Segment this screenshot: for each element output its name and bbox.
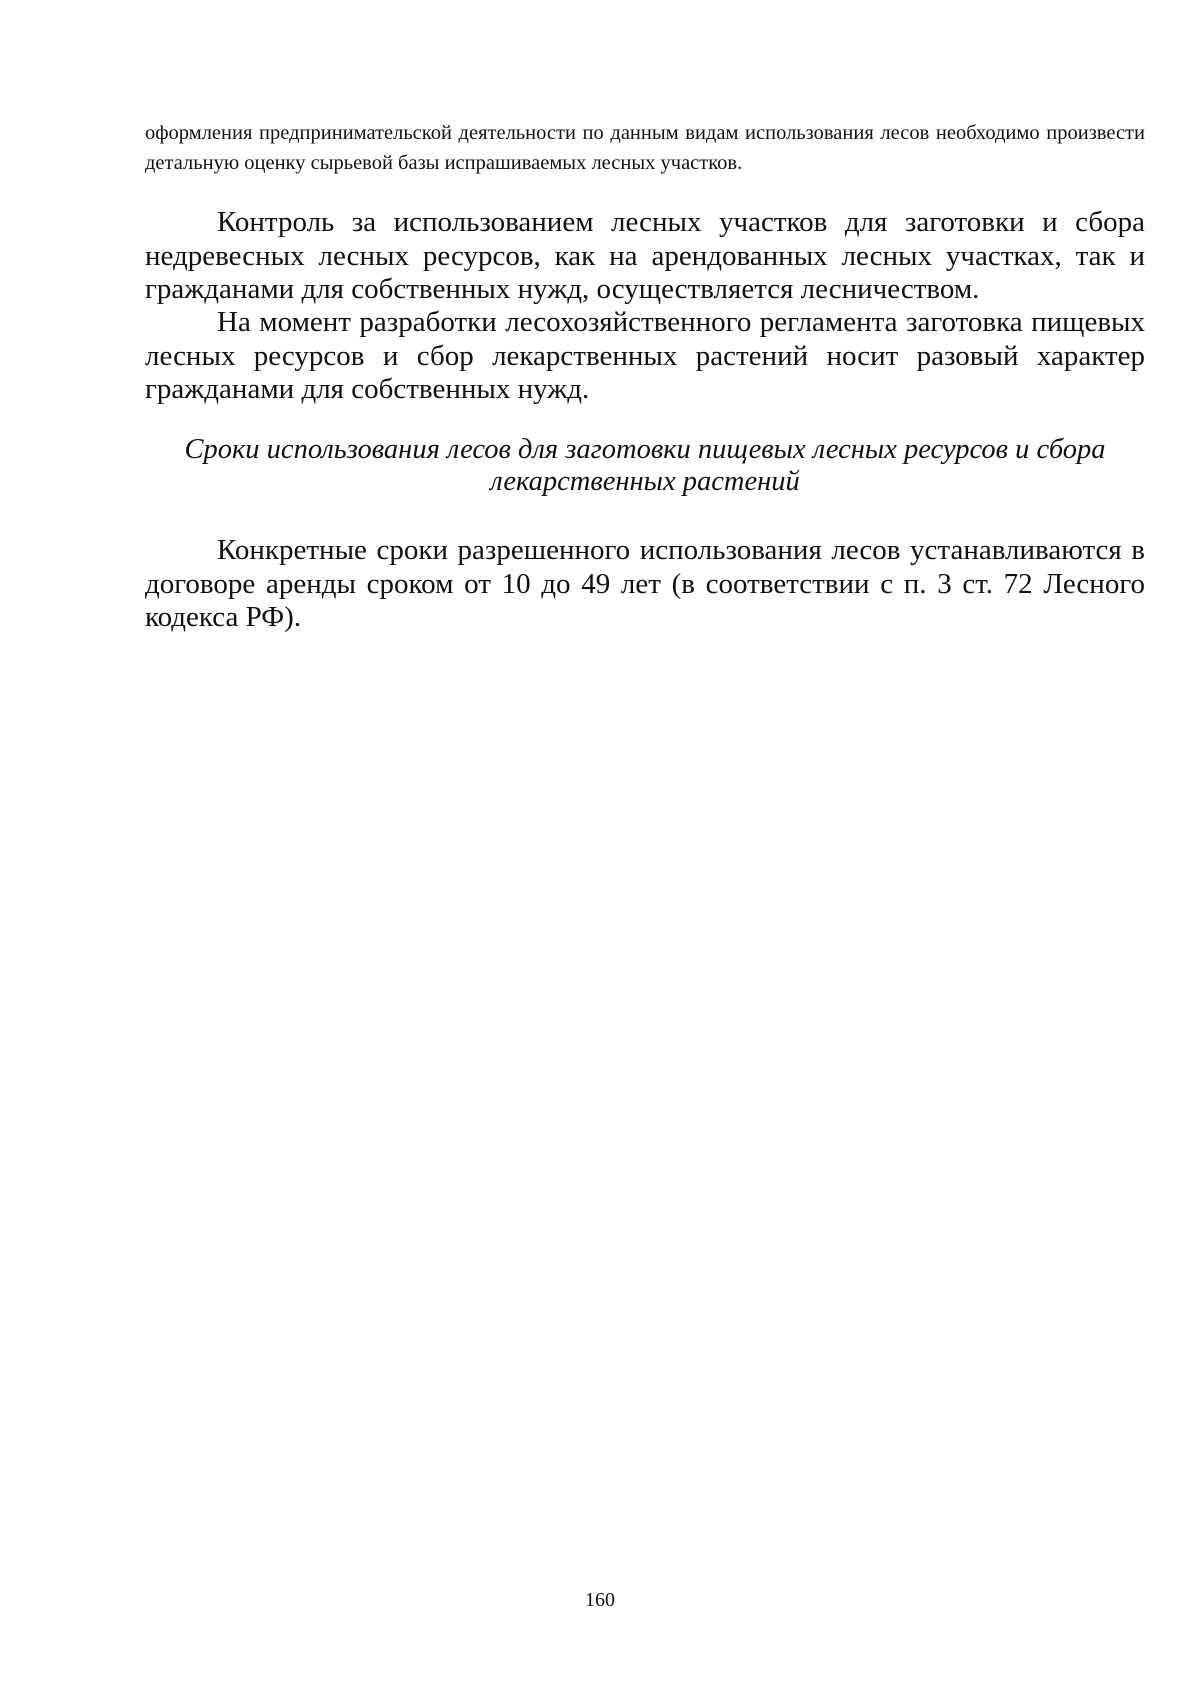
section-heading: Сроки использования лесов для заготовки пищевых лесных ресурсов и сбора лекарственных растений [184, 434, 1106, 497]
paragraph-control: Контроль за использованием лесных участков для заготовки и сбора недревесных лесных ресурсов, как на арендованных лесных участках, так и гражданами для собственных нужд, осуществляется лесничеством. [145, 206, 1145, 305]
paragraph-current-state: На момент разработки лесохозяйственного регламента заготовка пищевых лесных ресурсов и сбор лекарственных растений носит разовый характер гражданами для собственных нужд. [145, 306, 1145, 405]
section-paragraph: Конкретные сроки разрешенного использования лесов устанавливаются в договоре аренды сроком от 10 до 49 лет (в соответствии с п. 3 ст. 72 Лесного кодекса РФ). [145, 534, 1145, 633]
continuation-paragraph: оформления предпринимательской деятельности по данным видам использования лесов необходимо произвести детальную оценку сырьевой базы испрашиваемых лесных участков. [145, 122, 1145, 174]
page-number: 160 [585, 1589, 615, 1611]
